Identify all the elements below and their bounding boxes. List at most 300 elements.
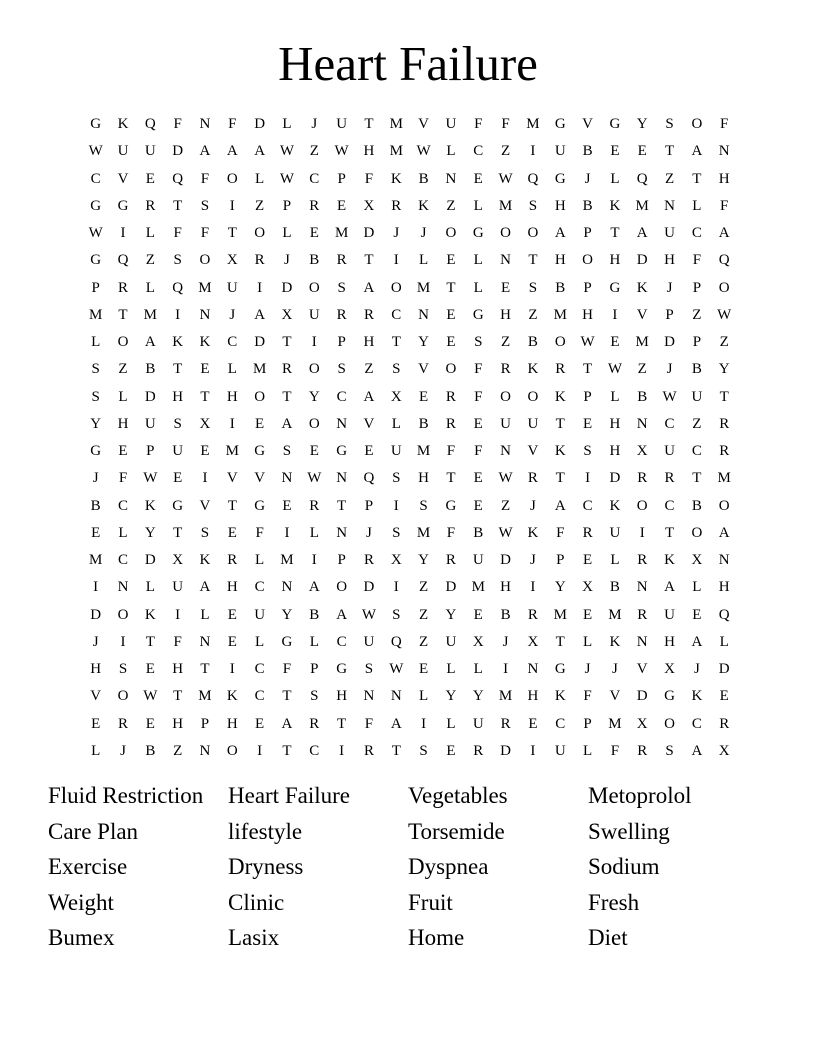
grid-letter: E xyxy=(692,606,702,623)
page-title: Heart Failure xyxy=(278,36,538,91)
grid-letter: Y xyxy=(718,361,730,378)
grid-letter: A xyxy=(718,524,730,541)
grid-letter: N xyxy=(281,579,293,596)
grid-letter: J xyxy=(666,361,673,378)
grid-letter: S xyxy=(665,742,674,759)
grid-letter: H xyxy=(609,443,621,459)
grid-letter: Z xyxy=(118,361,128,378)
grid-letter: J xyxy=(393,225,400,241)
grid-letter: G xyxy=(90,252,102,269)
grid-letter: L xyxy=(473,279,483,296)
grid-letter: F xyxy=(474,443,483,459)
grid-letter: R xyxy=(473,742,484,759)
grid-letter: C xyxy=(117,497,128,514)
grid-letter: M xyxy=(416,524,431,541)
grid-letter: N xyxy=(664,197,675,214)
grid-letter: J xyxy=(693,661,700,677)
grid-letter: E xyxy=(364,443,374,459)
grid-letter: R xyxy=(336,306,347,323)
grid-letter: J xyxy=(311,116,318,132)
grid-letter: G xyxy=(554,116,566,132)
grid-letter: J xyxy=(366,524,372,541)
grid-letter: T xyxy=(664,143,675,160)
grid-letter: A xyxy=(554,225,566,241)
grid-letter: B xyxy=(90,497,101,514)
grid-letter: S xyxy=(337,279,346,296)
grid-letter: C xyxy=(664,497,675,514)
word-list-item: Heart Failure xyxy=(228,783,350,808)
grid-letter: F xyxy=(720,197,729,214)
grid-letter: R xyxy=(145,197,156,214)
grid-letter: N xyxy=(117,579,129,596)
grid-letter: A xyxy=(691,742,703,759)
grid-letter: R xyxy=(363,306,374,323)
grid-letter: L xyxy=(118,388,128,405)
grid-letter: L xyxy=(145,279,155,296)
grid-letter: D xyxy=(144,388,156,405)
grid-letter: I xyxy=(229,415,235,432)
grid-letter: L xyxy=(610,552,620,568)
grid-letter: N xyxy=(636,415,648,432)
grid-letter: U xyxy=(554,742,566,759)
grid-letter: T xyxy=(664,524,675,541)
grid-letter: L xyxy=(446,143,456,160)
grid-letter: I xyxy=(257,279,263,296)
grid-letter: M xyxy=(252,361,267,378)
grid-letter: H xyxy=(363,143,375,160)
grid-letter: M xyxy=(635,197,649,214)
grid-letter: H xyxy=(554,252,566,269)
grid-letter: H xyxy=(664,252,675,269)
grid-letter: J xyxy=(92,633,99,650)
grid-letter: V xyxy=(90,688,102,705)
grid-letter: U xyxy=(691,388,703,405)
grid-letter: T xyxy=(173,688,183,705)
grid-letter: K xyxy=(527,524,539,541)
grid-letter: W xyxy=(498,170,513,187)
grid-letter: H xyxy=(172,715,184,732)
grid-letter: C xyxy=(664,415,675,432)
grid-letter: H xyxy=(90,661,102,677)
grid-letter: A xyxy=(226,143,238,160)
grid-letter: Q xyxy=(390,633,402,650)
grid-letter: C xyxy=(336,388,347,405)
grid-letter: Q xyxy=(172,170,184,187)
grid-letter: A xyxy=(554,497,566,514)
grid-letter: T xyxy=(118,306,128,323)
grid-letter: P xyxy=(310,661,319,677)
grid-letter: T xyxy=(692,470,702,487)
grid-letter: X xyxy=(390,552,402,568)
grid-letter: E xyxy=(145,715,155,732)
grid-letter: E xyxy=(446,334,456,350)
grid-letter: Q xyxy=(636,170,648,187)
grid-letter: K xyxy=(199,552,211,568)
grid-letter: V xyxy=(527,443,539,459)
grid-letter: E xyxy=(145,170,155,187)
grid-letter: N xyxy=(199,306,211,323)
grid-letter: L xyxy=(145,579,155,596)
grid-letter: K xyxy=(609,197,621,214)
grid-letter: X xyxy=(636,443,648,459)
grid-letter: Y xyxy=(554,579,566,596)
grid-letter: D xyxy=(254,334,266,350)
grid-letter: E xyxy=(610,143,620,160)
grid-letter: U xyxy=(664,225,675,241)
grid-letter: N xyxy=(718,143,730,160)
grid-letter: J xyxy=(529,497,536,514)
grid-letter: U xyxy=(609,524,621,541)
word-list-item: Swelling xyxy=(588,818,670,844)
grid-letter: F xyxy=(446,524,456,541)
grid-letter: F xyxy=(474,388,483,405)
grid-letter: Q xyxy=(363,470,375,487)
grid-letter: J xyxy=(502,633,509,650)
grid-letter: D xyxy=(144,552,156,568)
grid-letter: L xyxy=(309,524,319,541)
grid-letter: S xyxy=(419,497,428,514)
grid-letter: R xyxy=(719,443,730,459)
grid-letter: L xyxy=(610,388,620,405)
grid-letter: U xyxy=(144,143,156,160)
grid-letter: O xyxy=(308,279,320,296)
grid-letter: D xyxy=(172,143,184,160)
grid-letter: R xyxy=(527,606,538,623)
grid-letter: K xyxy=(226,688,238,705)
grid-letter: X xyxy=(636,715,648,732)
grid-letter: T xyxy=(446,470,456,487)
grid-letter: O xyxy=(199,252,211,269)
grid-letter: M xyxy=(498,688,513,705)
grid-letter: H xyxy=(582,306,593,323)
grid-letter: L xyxy=(200,606,210,623)
grid-letter: B xyxy=(418,170,429,187)
grid-letter: G xyxy=(90,443,102,459)
grid-letter: I xyxy=(393,579,399,596)
grid-letter: K xyxy=(144,497,156,514)
grid-letter: A xyxy=(691,633,703,650)
grid-letter: D xyxy=(363,225,375,241)
grid-letter: I xyxy=(503,661,509,677)
grid-letter: T xyxy=(719,388,729,405)
grid-letter: E xyxy=(473,170,483,187)
grid-letter: Q xyxy=(117,252,129,269)
grid-letter: E xyxy=(528,715,538,732)
grid-letter: X xyxy=(527,633,539,650)
grid-letter: G xyxy=(554,661,566,677)
grid-letter: Z xyxy=(173,742,183,759)
grid-letter: Z xyxy=(145,252,155,269)
grid-letter: U xyxy=(308,306,320,323)
grid-letter: E xyxy=(637,143,647,160)
grid-letter: B xyxy=(582,197,593,214)
grid-letter: H xyxy=(336,688,348,705)
grid-letter: N xyxy=(199,116,211,132)
grid-letter: E xyxy=(446,252,456,269)
grid-letter: A xyxy=(199,143,211,160)
grid-letter: H xyxy=(500,579,511,596)
grid-letter: F xyxy=(610,742,620,759)
grid-letter: T xyxy=(446,279,456,296)
grid-letter: Z xyxy=(501,334,511,350)
grid-letter: F xyxy=(692,252,702,269)
grid-letter: Y xyxy=(281,606,293,623)
grid-letter: E xyxy=(419,388,429,405)
grid-letter: B xyxy=(609,579,620,596)
grid-letter: Y xyxy=(472,688,484,705)
grid-letter: I xyxy=(120,225,126,241)
letter-grid xyxy=(82,111,738,765)
grid-letter: D xyxy=(500,742,511,759)
grid-letter: W xyxy=(498,470,513,487)
grid-letter: M xyxy=(389,116,403,132)
grid-letter: E xyxy=(610,334,620,350)
grid-letter: R xyxy=(363,742,374,759)
grid-letter: L xyxy=(145,225,155,241)
grid-letter: F xyxy=(474,361,483,378)
grid-letter: F xyxy=(556,524,565,541)
grid-letter: N xyxy=(636,579,648,596)
grid-letter: R xyxy=(336,252,347,269)
grid-letter: O xyxy=(718,497,730,514)
grid-letter: N xyxy=(718,552,730,568)
grid-letter: L xyxy=(419,252,429,269)
grid-letter: T xyxy=(555,633,565,650)
grid-letter: I xyxy=(585,470,591,487)
grid-letter: K xyxy=(554,443,566,459)
grid-letter: E xyxy=(473,606,483,623)
word-list-item: Metoprolol xyxy=(588,783,692,808)
grid-letter: W xyxy=(88,225,103,241)
grid-letter: Y xyxy=(90,415,102,432)
grid-letter: L xyxy=(91,334,101,350)
grid-letter: U xyxy=(363,633,375,650)
grid-letter: Q xyxy=(718,606,730,623)
grid-letter: E xyxy=(309,443,319,459)
grid-letter: S xyxy=(392,470,401,487)
grid-letter: L xyxy=(692,197,702,214)
grid-letter: M xyxy=(608,715,622,732)
grid-letter: R xyxy=(719,415,730,432)
grid-letter: U xyxy=(172,579,184,596)
grid-letter: L xyxy=(473,661,483,677)
grid-letter: P xyxy=(665,306,674,323)
grid-letter: P xyxy=(337,170,346,187)
grid-letter: L xyxy=(719,633,729,650)
grid-letter: K xyxy=(609,633,621,650)
grid-letter: G xyxy=(445,497,457,514)
grid-letter: X xyxy=(582,579,593,596)
grid-letter: R xyxy=(363,552,374,568)
grid-letter: K xyxy=(172,334,184,350)
grid-letter: U xyxy=(472,715,484,732)
word-list xyxy=(48,778,768,956)
grid-letter: F xyxy=(255,524,264,541)
grid-letter: E xyxy=(473,415,483,432)
grid-letter: H xyxy=(527,688,539,705)
grid-letter: R xyxy=(445,388,456,405)
grid-letter: W xyxy=(279,143,295,160)
grid-letter: H xyxy=(172,661,184,677)
grid-letter: T xyxy=(337,497,347,514)
grid-letter: O xyxy=(527,388,539,405)
grid-letter: T xyxy=(282,742,292,759)
grid-letter: U xyxy=(554,143,566,160)
grid-letter: M xyxy=(143,306,157,323)
grid-letter: Y xyxy=(308,388,320,405)
word-list-item: Bumex xyxy=(48,925,115,951)
grid-letter: S xyxy=(118,661,128,677)
grid-letter: P xyxy=(364,497,374,514)
grid-letter: T xyxy=(145,633,155,650)
grid-letter: S xyxy=(282,443,292,459)
grid-letter: H xyxy=(500,306,511,323)
grid-letter: M xyxy=(416,443,431,459)
grid-letter: W xyxy=(389,661,404,677)
grid-letter: F xyxy=(118,470,128,487)
grid-letter: I xyxy=(175,306,181,323)
grid-letter: H xyxy=(718,170,730,187)
grid-letter: K xyxy=(691,688,703,705)
grid-letter: V xyxy=(609,688,621,705)
grid-letter: T xyxy=(364,252,374,269)
grid-letter: H xyxy=(418,470,430,487)
grid-letter: S xyxy=(665,116,674,132)
grid-letter: B xyxy=(418,415,429,432)
grid-letter: D xyxy=(445,579,457,596)
grid-letter: C xyxy=(254,579,265,596)
grid-letter: K xyxy=(554,388,566,405)
grid-letter: C xyxy=(336,633,347,650)
grid-letter: F xyxy=(173,225,182,241)
grid-letter: A xyxy=(254,143,266,160)
grid-letter: L xyxy=(419,688,429,705)
grid-letter: O xyxy=(554,334,566,350)
grid-letter: F xyxy=(228,116,237,132)
grid-letter: G xyxy=(172,497,184,514)
grid-letter: A xyxy=(281,715,293,732)
grid-letter: X xyxy=(718,742,730,759)
grid-letter: X xyxy=(281,306,293,323)
grid-letter: O xyxy=(500,388,511,405)
word-list-item: Dryness xyxy=(228,854,304,880)
grid-letter: E xyxy=(145,661,155,677)
grid-letter: W xyxy=(717,306,732,323)
grid-letter: L xyxy=(610,170,620,187)
grid-letter: J xyxy=(584,661,591,677)
grid-letter: T xyxy=(200,661,210,677)
grid-letter: T xyxy=(282,388,292,405)
grid-letter: E xyxy=(446,742,456,759)
grid-letter: D xyxy=(636,688,648,705)
grid-letter: R xyxy=(445,552,456,568)
grid-letter: I xyxy=(393,497,399,514)
grid-letter: P xyxy=(337,552,346,568)
grid-letter: Z xyxy=(664,170,675,187)
grid-letter: G xyxy=(254,497,266,514)
grid-letter: E xyxy=(255,415,265,432)
grid-letter: M xyxy=(88,306,103,323)
grid-letter: I xyxy=(311,552,317,568)
grid-letter: F xyxy=(200,225,210,241)
grid-letter: E xyxy=(501,279,511,296)
grid-letter: R xyxy=(309,197,320,214)
grid-letter: E xyxy=(227,606,237,623)
grid-letter: I xyxy=(229,661,235,677)
grid-letter: S xyxy=(91,361,100,378)
grid-letter: L xyxy=(446,715,456,732)
grid-letter: J xyxy=(92,470,99,487)
grid-letter: H xyxy=(172,388,184,405)
grid-letter: S xyxy=(91,388,100,405)
grid-letter: R xyxy=(637,742,648,759)
grid-letter: F xyxy=(474,116,483,132)
grid-letter: V xyxy=(636,306,648,323)
grid-letter: O xyxy=(664,715,675,732)
grid-letter: W xyxy=(88,143,103,160)
grid-letter: E xyxy=(91,524,101,541)
grid-letter: B xyxy=(145,361,156,378)
grid-letter: K xyxy=(636,279,648,296)
grid-letter: L xyxy=(309,633,319,650)
grid-letter: R xyxy=(500,715,511,732)
grid-letter: I xyxy=(393,252,399,269)
grid-letter: M xyxy=(416,279,431,296)
grid-letter: G xyxy=(472,306,484,323)
grid-letter: R xyxy=(117,715,128,732)
grid-letter: I xyxy=(612,306,618,323)
grid-letter: J xyxy=(584,170,591,187)
grid-letter: P xyxy=(692,279,702,296)
grid-letter: R xyxy=(309,497,320,514)
grid-letter: U xyxy=(472,552,484,568)
grid-letter: O xyxy=(308,415,320,432)
grid-letter: Y xyxy=(445,688,457,705)
word-list-item: Fruit xyxy=(408,889,453,915)
grid-letter: O xyxy=(445,361,457,378)
grid-letter: Z xyxy=(364,361,374,378)
word-list-item: Dyspnea xyxy=(408,854,489,880)
grid-letter: S xyxy=(364,661,374,677)
grid-letter: O xyxy=(718,279,730,296)
grid-letter: U xyxy=(445,633,457,650)
grid-letter: D xyxy=(281,279,293,296)
grid-letter: Y xyxy=(418,334,430,350)
grid-letter: E xyxy=(227,633,237,650)
word-list-item: lifestyle xyxy=(228,818,303,844)
grid-letter: X xyxy=(472,633,484,650)
grid-letter: T xyxy=(337,715,347,732)
grid-letter: M xyxy=(389,143,403,160)
grid-letter: I xyxy=(530,143,536,160)
grid-letter: O xyxy=(445,225,457,241)
grid-letter: F xyxy=(364,170,374,187)
grid-letter: F xyxy=(720,116,729,132)
grid-letter: T xyxy=(173,361,183,378)
grid-letter: S xyxy=(392,606,401,623)
grid-letter: C xyxy=(117,552,128,568)
grid-letter: E xyxy=(337,197,347,214)
grid-letter: F xyxy=(364,715,374,732)
grid-letter: H xyxy=(718,579,730,596)
grid-letter: S xyxy=(310,688,319,705)
grid-letter: P xyxy=(692,334,702,350)
grid-letter: Y xyxy=(445,606,457,623)
word-list-item: Lasix xyxy=(228,925,280,951)
grid-letter: K xyxy=(609,497,621,514)
grid-letter: G xyxy=(609,116,621,132)
grid-letter: T xyxy=(173,197,183,214)
